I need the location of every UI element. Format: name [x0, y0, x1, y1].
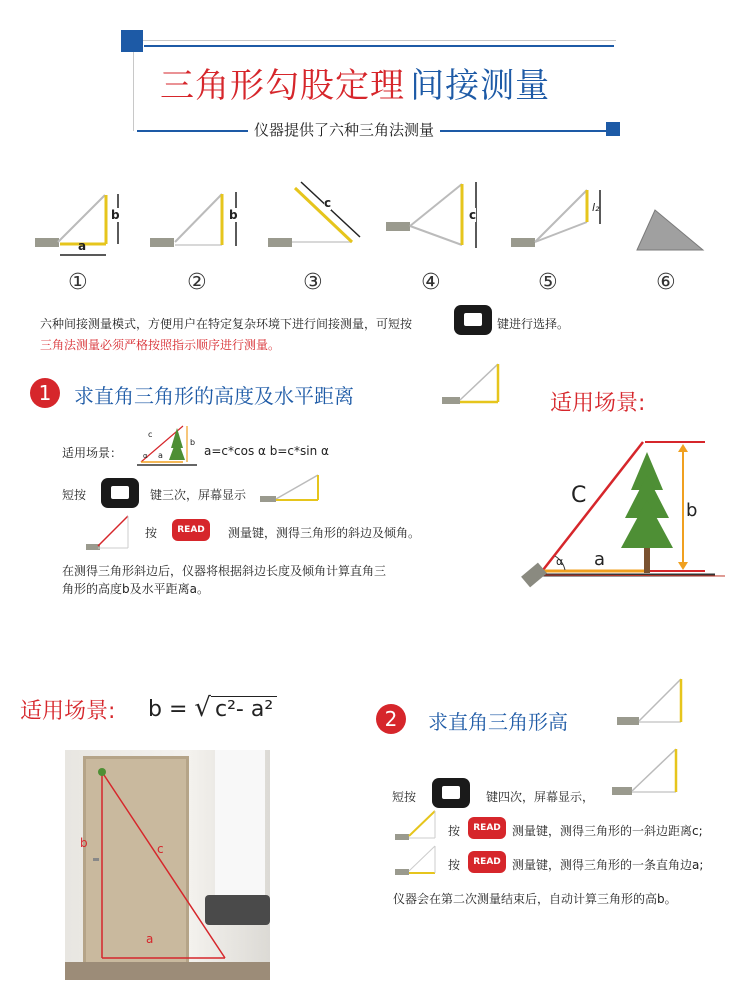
- mode-number-1[interactable]: ①: [68, 270, 88, 295]
- mode-5-figure: [511, 190, 600, 247]
- mode-6-figure: [637, 210, 703, 250]
- mode-2-figure: [150, 192, 236, 247]
- section-2-note: 仪器会在第二次测量结束后，自动计算三角形的高b。: [393, 892, 677, 906]
- mode-4-label-c: c: [469, 208, 477, 222]
- mode-1-label-b: b: [111, 208, 120, 222]
- intro-warning: 三角法测量必须严格按照指示顺序进行测量。: [40, 338, 281, 352]
- formula-prefix: b =: [148, 697, 188, 722]
- intro-line-1: [40, 315, 412, 332]
- big-label-alpha: α: [556, 555, 564, 568]
- frame-top-line: [144, 45, 614, 47]
- mode-number-3[interactable]: ③: [303, 270, 323, 295]
- sqrt-symbol: √: [194, 693, 211, 723]
- section-2-title-icon: [615, 675, 690, 730]
- section-2-scene-title: 适用场景:: [20, 699, 116, 724]
- corner-square-bottom: [606, 122, 620, 136]
- mode-3-figure: [268, 182, 360, 247]
- intro-text-b: 键进行选择。: [497, 317, 570, 331]
- section-1-step2-b: 测量键，测得三角形的斜边及倾角。: [228, 526, 421, 540]
- mode-number-5[interactable]: ⑤: [538, 270, 558, 295]
- door-triangle: [65, 750, 270, 980]
- title-blue: 间接测量: [410, 66, 551, 106]
- section-1-screen-icon: [258, 472, 328, 508]
- photo-label-a: a: [146, 932, 154, 946]
- section-1-tree-scene: [515, 430, 740, 600]
- section-2-formula: [148, 693, 277, 723]
- big-label-c: C: [571, 483, 587, 508]
- small-label-a: a: [158, 451, 163, 460]
- corner-square-top: [121, 30, 143, 52]
- section-1-note-1: 在测得三角形斜边后，仪器将根据斜边长度及倾角计算直角三: [62, 564, 387, 578]
- section-1-read-button[interactable]: READ: [172, 519, 210, 541]
- mode-1-figure: [35, 194, 118, 255]
- small-label-b: b: [190, 438, 196, 447]
- modes-diagram: [0, 170, 750, 300]
- big-label-b: b: [686, 500, 698, 521]
- section-1-title-icon: [440, 360, 510, 410]
- page-title: [160, 58, 550, 107]
- section-1-formula: a=c*cos α b=c*sin α: [204, 444, 329, 458]
- title-red: 三角形勾股定理: [160, 66, 405, 106]
- section-2-step1-b: 键四次，屏幕显示，: [486, 790, 595, 804]
- section-2-step2-icon: [393, 808, 441, 844]
- mode-4-figure: [386, 182, 476, 248]
- big-label-a: a: [594, 549, 606, 570]
- section-2-step2-b: 测量键，测得三角形的一斜边距离c;: [512, 824, 703, 838]
- section-2-key-button[interactable]: [432, 778, 470, 808]
- mode-number-2[interactable]: ②: [187, 270, 207, 295]
- mode-3-label-c: c: [324, 196, 332, 210]
- section-1-step2-a: 按: [145, 526, 158, 540]
- small-label-c: c: [148, 430, 153, 439]
- intro-text-a: 六种间接测量模式，方便用户在特定复杂环境下进行间接测量，可短按: [40, 317, 413, 331]
- section-2-step1-a: 短按: [392, 790, 417, 804]
- section-1-scene-label: 适用场景：: [62, 446, 123, 460]
- section-2-step2-a: 按: [448, 824, 461, 838]
- section-2-number: 2: [376, 704, 406, 734]
- mode-number-4[interactable]: ④: [421, 270, 441, 295]
- small-label-alpha: α: [143, 452, 148, 460]
- section-1-title: 求直角三角形的高度及水平距离: [74, 384, 354, 408]
- photo-label-b: b: [80, 836, 88, 850]
- mode-number-6[interactable]: ⑥: [656, 270, 676, 295]
- section-1-step1-a: 短按: [62, 488, 87, 502]
- section-2-title: 求直角三角形高: [428, 710, 568, 734]
- mode-1-label-a: a: [78, 239, 87, 253]
- subtitle: 仪器提供了六种三角法测量: [248, 119, 440, 140]
- section-1-number: 1: [30, 378, 60, 408]
- section-1-key-button[interactable]: [101, 478, 139, 508]
- section-1-step1-b: 键三次，屏幕显示: [150, 488, 247, 502]
- section-2-read-button-1[interactable]: READ: [468, 817, 506, 839]
- section-1-step2-icon: [84, 512, 134, 554]
- mode-5-label-l2: l₂: [592, 201, 600, 214]
- section-1-note-2: 角形的高度b及水平距离a。: [62, 582, 209, 596]
- section-1-scene-title: 适用场景:: [550, 391, 646, 416]
- section-2-read-button-2[interactable]: READ: [468, 851, 506, 873]
- section-2-step3-a: 按: [448, 858, 461, 872]
- door-photo: [65, 750, 270, 980]
- formula-radicand: c²- a²: [211, 696, 277, 722]
- photo-label-c: c: [157, 842, 164, 856]
- section-2-step3-b: 测量键，测得三角形的一条直角边a;: [512, 858, 704, 872]
- mode-key-button[interactable]: [454, 305, 492, 335]
- mode-2-label-b: b: [229, 208, 238, 222]
- section-2-screen-icon: [610, 745, 685, 800]
- section-2-step3-icon: [393, 843, 441, 879]
